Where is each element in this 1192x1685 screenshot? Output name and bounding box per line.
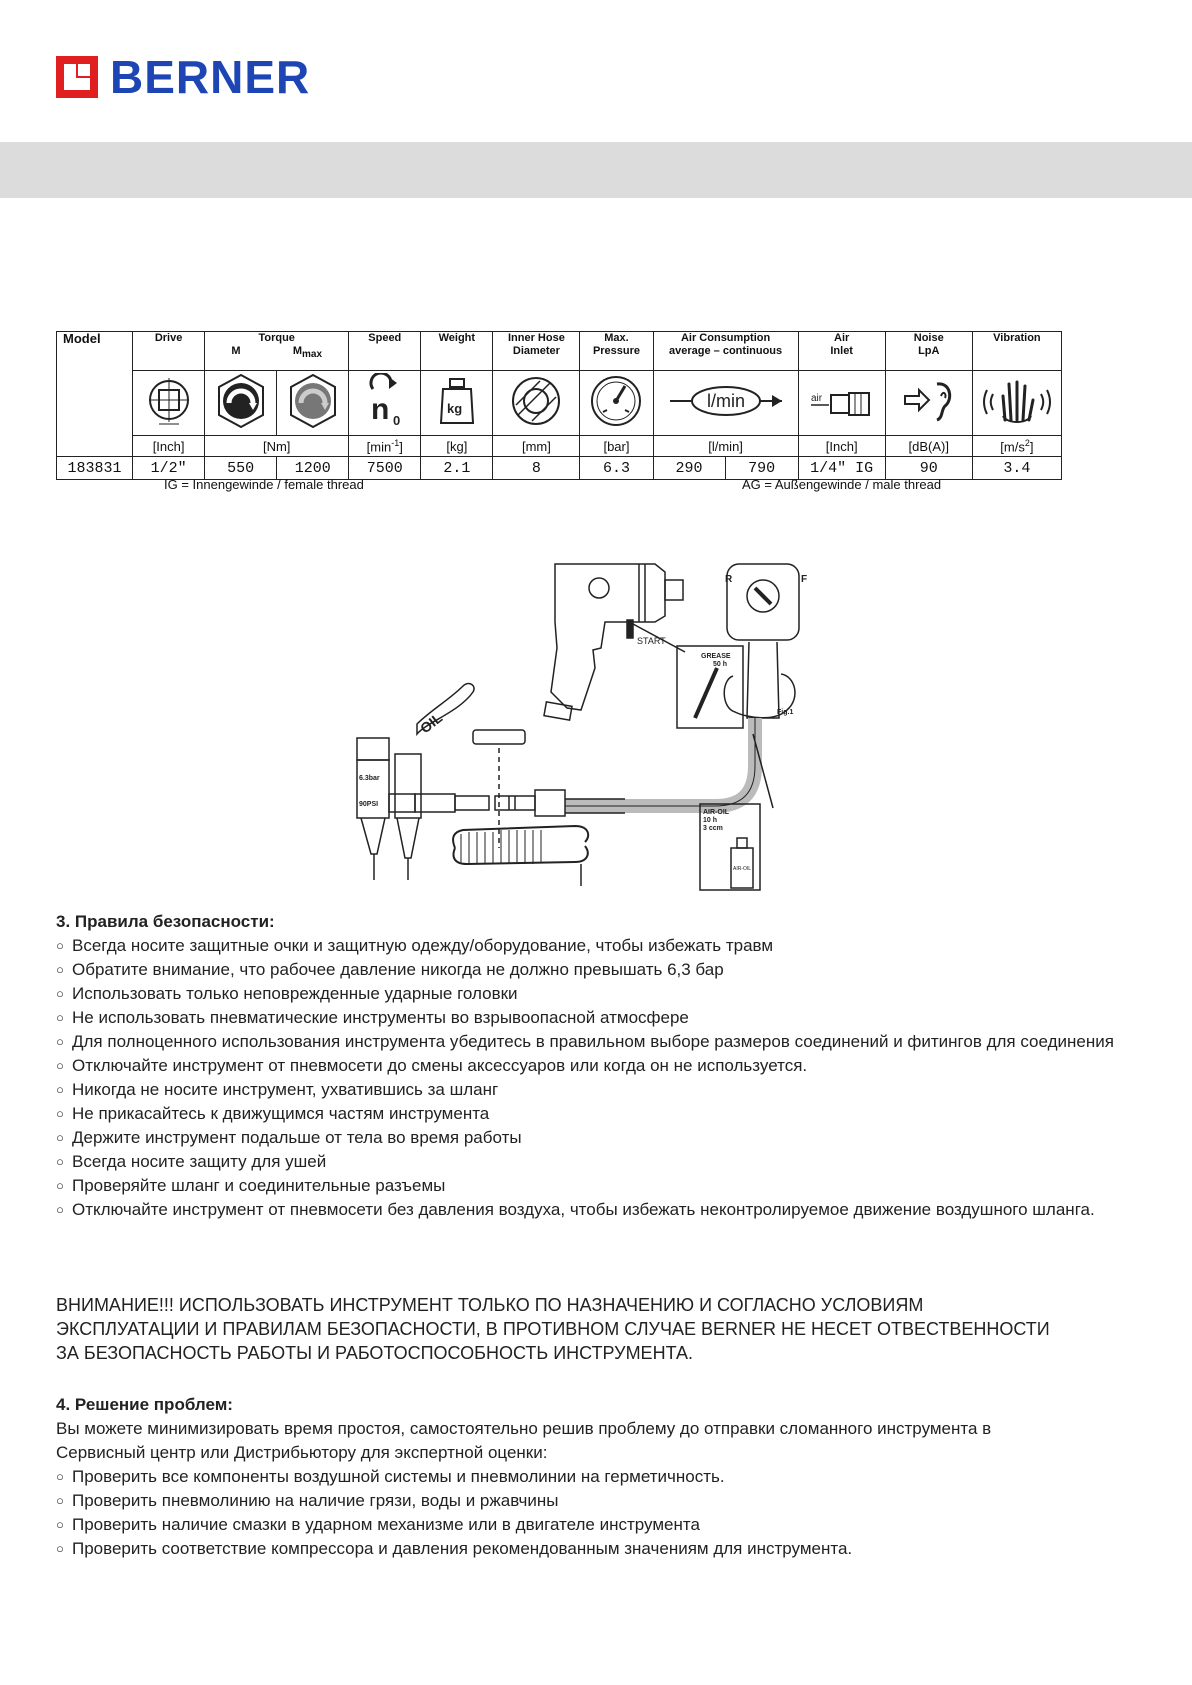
air-system-diagram (355, 558, 815, 893)
safety-list (56, 934, 1116, 1222)
list-item: ○ Обратите внимание, что рабочее давление никогда не должно превышать 6,3 бар (56, 958, 1116, 982)
hose-icon (493, 371, 580, 436)
diagram-air-oil-time: 10 h (703, 817, 718, 824)
vibration-icon (972, 371, 1061, 436)
value-air-continuous: 790 (725, 457, 798, 480)
header-vibration: Vibration (972, 332, 1061, 371)
value-air-average: 290 (653, 457, 725, 480)
list-item: ○ Использовать только неповрежденные ударные головки (56, 982, 1116, 1006)
safety-heading: 3. Правила безопасности: (56, 912, 275, 931)
brand-name: BERNER (110, 51, 311, 103)
value-pressure: 6.3 (580, 457, 653, 480)
list-item: ○ Проверить все компоненты воздушной системы и пневмолинии на герметичность. (56, 1465, 1116, 1489)
list-item: ○ Для полноценного использования инструмента убедитесь в правильном выборе размеров соединений и фитингов для соединения (56, 1030, 1116, 1054)
header-band (0, 142, 1192, 198)
svg-text:l/min: l/min (706, 390, 745, 411)
list-item: ○ Проверить наличие смазки в ударном механизме или в двигателе инструмента (56, 1513, 1116, 1537)
unit-noise: [dB(A)] (885, 436, 972, 457)
weight-icon (421, 371, 493, 436)
list-item: ○ Никогда не носите инструмент, ухватившись за шланг (56, 1078, 1116, 1102)
diagram-grease-label: GREASE (701, 653, 731, 660)
value-drive: 1/2" (133, 457, 205, 480)
list-item: ○ Отключайте инструмент от пневмосети до смены аксессуаров или когда он не используется. (56, 1054, 1116, 1078)
drive-icon (133, 371, 205, 436)
pressure-icon (580, 371, 653, 436)
value-hose: 8 (493, 457, 580, 480)
unit-torque: [Nm] (205, 436, 349, 457)
header-torque (205, 332, 349, 371)
diagram-fig-label: Fig.1 (777, 709, 794, 716)
svg-text:n: n (370, 392, 390, 426)
value-vibration: 3.4 (972, 457, 1061, 480)
svg-text:0: 0 (392, 412, 401, 428)
header-torque-m: M (231, 345, 241, 357)
diagram-air-oil-amount: 3 ccm (703, 825, 723, 832)
value-weight: 2.1 (421, 457, 493, 480)
diagram-forward-label: F (801, 574, 808, 585)
header-drive: Drive (133, 332, 205, 371)
list-item: ○ Держите инструмент подальше от тела во время работы (56, 1126, 1116, 1150)
value-torque-mmax: 1200 (277, 457, 349, 480)
safety-section (56, 910, 1116, 1222)
svg-text:air: air (810, 392, 822, 404)
header-torque-label: Torque (258, 332, 295, 344)
value-model: 183831 (57, 457, 133, 480)
unit-air: [l/min] (653, 436, 798, 457)
diagram-start-label: START (637, 636, 666, 646)
svg-text:kg: kg (446, 400, 463, 416)
header-noise: Noise LpA (885, 332, 972, 371)
header-air-inlet: Air Inlet (798, 332, 885, 371)
troubleshooting-section (56, 1393, 1116, 1561)
troubleshooting-list (56, 1465, 1116, 1561)
diagram-reverse-label: R (725, 574, 733, 585)
diagram-oil-label: OIL (416, 709, 446, 737)
list-item: ○ Проверить соответствие компрессора и давления рекомендованным значениям для инструмента. (56, 1537, 1116, 1561)
note-female-thread: IG = Innengewinde / female thread (164, 477, 364, 492)
unit-pressure: [bar] (580, 436, 653, 457)
list-item: ○ Отключайте инструмент от пневмосети без давления воздуха, чтобы избежать неконтролируемое движение воздушного шланга. (56, 1198, 1116, 1222)
warning-text: ВНИМАНИЕ!!! ИСПОЛЬЗОВАТЬ ИНСТРУМЕНТ ТОЛЬКО ПО НАЗНАЧЕНИЮ И СОГЛАСНО УСЛОВИЯМ ЭКСПЛУАТАЦИИ И ПРАВИЛАМ БЕЗОПАСНОСТИ, В ПРОТИВНОМ СЛУЧАЕ BERNER НЕ НЕСЕТ ОТВЕСТВЕННОСТИ ЗА БЕЗОПАСНОСТЬ РАБОТЫ И РАБОТОСПОСОБНОСТЬ ИНСТРУМЕНТА. (56, 1295, 1050, 1363)
noise-icon (885, 371, 972, 436)
diagram-pressure-label: 6.3bar (359, 775, 380, 782)
troubleshooting-intro: Вы можете минимизировать время простоя, самостоятельно решив проблему до отправки сломанного инструмента в Сервисный центр или Дистрибьютору для экспертной оценки: (56, 1419, 992, 1462)
unit-drive: [Inch] (133, 436, 205, 457)
value-speed: 7500 (349, 457, 421, 480)
header-torque-mmax: $M_{max}$ (292, 345, 323, 361)
air-consumption-icon (653, 371, 798, 436)
diagram-grease-time: 50 h (713, 661, 728, 668)
spec-table (56, 331, 1062, 480)
unit-inlet: [Inch] (798, 436, 885, 457)
header-model: Model (57, 332, 133, 457)
unit-vibration: $[m/s^2]$ (972, 436, 1061, 457)
diagram-bottle-label: AIR-OIL (733, 866, 752, 872)
header-speed: Speed (349, 332, 421, 371)
diagram-psi-label: 90PSI (359, 801, 379, 808)
value-noise: 90 (885, 457, 972, 480)
speed-icon (349, 371, 421, 436)
list-item: ○ Всегда носите защитные очки и защитную одежду/оборудование, чтобы избежать травм (56, 934, 1116, 958)
list-item: ○ Не прикасайтесь к движущимся частям инструмента (56, 1102, 1116, 1126)
torque-icon (205, 371, 277, 436)
troubleshooting-heading: 4. Решение проблем: (56, 1395, 233, 1414)
unit-speed: $[\min^{-1}]$ (349, 436, 421, 457)
list-item: ○ Проверяйте шланг и соединительные разъемы (56, 1174, 1116, 1198)
value-torque-m: 550 (205, 457, 277, 480)
torque-max-icon (277, 371, 349, 436)
list-item: ○ Всегда носите защиту для ушей (56, 1150, 1116, 1174)
berner-logo (56, 51, 311, 103)
air-inlet-icon (798, 371, 885, 436)
note-male-thread: AG = Außengewinde / male thread (742, 477, 942, 492)
value-inlet: 1/4" IG (798, 457, 885, 480)
header-weight: Weight (421, 332, 493, 371)
berner-logo-mark-icon (56, 56, 98, 98)
list-item: ○ Не использовать пневматические инструменты во взрывоопасной атмосфере (56, 1006, 1116, 1030)
header-pressure: Max. Pressure (580, 332, 653, 371)
diagram-air-oil-label: AIR-OIL (703, 809, 730, 816)
unit-weight: [kg] (421, 436, 493, 457)
header-air-consumption: Air Consumption average – continuous (653, 332, 798, 371)
list-item: ○ Проверить пневмолинию на наличие грязи, воды и ржавчины (56, 1489, 1116, 1513)
unit-hose: [mm] (493, 436, 580, 457)
header-hose: Inner Hose Diameter (493, 332, 580, 371)
